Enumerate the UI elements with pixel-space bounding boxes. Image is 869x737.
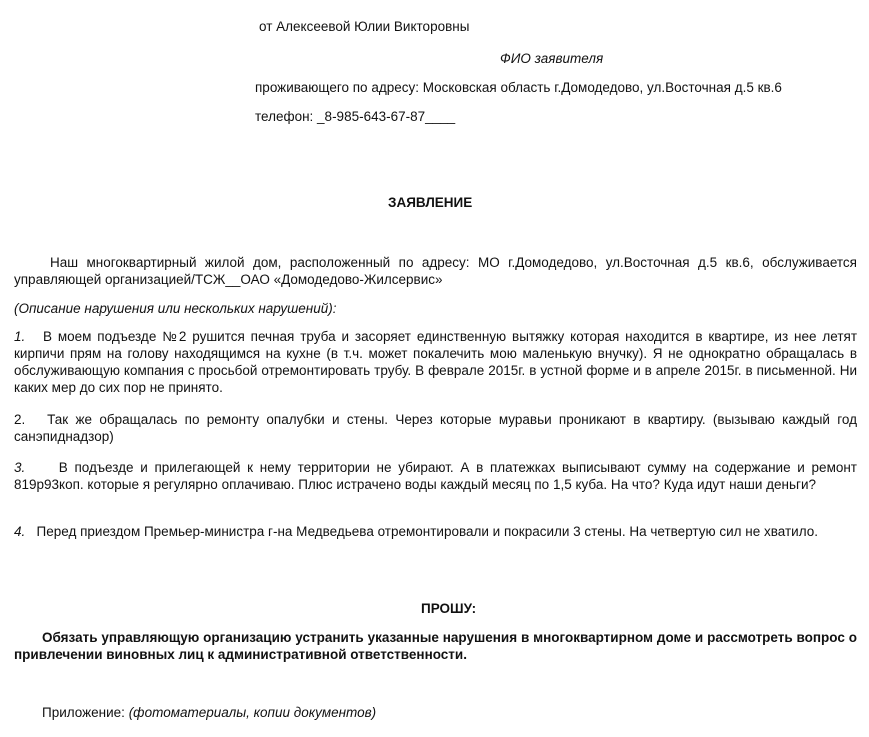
violation-item-4 [14, 523, 857, 540]
attachment-line [42, 705, 376, 720]
violation-text: Перед приездом Премьер-министра г-на Медведьева отремонтировали и покрасили 3 стены. На четвертую сил не хватило. [36, 524, 818, 539]
attachment-label: Приложение: [42, 705, 129, 720]
violation-text: В подъезде и прилегающей к нему территории не убирают. А в платежках выписывают сумму на содержание и ремонт 819р93коп. которые я регулярно оплачиваю. Плюс истрачено воды каждый месяц по 1,5 куба. На что? Куда идут наши деньги? [14, 460, 857, 492]
violation-text: В моем подъезде №2 рушится печная труба и засоряет единственную вытяжку которая находится в квартире, из нее летят кирпичи прям на голову находящимся на кухне (в т.ч. может покалечить мою маленькую внучку). Я не однократно обращалась в обслуживающую компания с просьбой отремонтировать трубу. В феврале 2015г. в устной форме и в апреле 2015г. в письменной. Ни каких мер до сих пор не принято. [14, 329, 857, 395]
violation-number: 1. [14, 329, 26, 344]
phone-line: телефон: _8-985-643-67-87____ [255, 109, 456, 124]
violations-caption: (Описание нарушения или нескольких нарушений): [14, 301, 337, 316]
violation-number: 4. [14, 524, 26, 539]
intro-paragraph: Наш многоквартирный жилой дом, расположенный по адресу: МО г.Домодедово, ул.Восточная д.5 кв.6, обслуживается управляющей организацией/ТСЖ__ОАО «Домодедово-Жилсервис» [14, 255, 857, 287]
violation-text: Так же обращалась по ремонту опалубки и стены. Через которые муравьи проникают в квартиру. (вызываю каждый год санэпиднадзор) [14, 412, 857, 444]
fio-caption: ФИО заявителя [500, 51, 604, 66]
violation-number: 2. [14, 412, 26, 427]
address-line: проживающего по адресу: Московская область г.Домодедово, ул.Восточная д.5 кв.6 [255, 80, 782, 95]
request-paragraph: Обязать управляющую организацию устранить указанные нарушения в многоквартирном доме и рассмотреть вопрос о привлечении виновных лиц к административной ответственности. [14, 630, 857, 662]
document-title: ЗАЯВЛЕНИЕ [388, 195, 473, 210]
violation-item-2 [14, 411, 857, 445]
violation-number: 3. [14, 460, 26, 475]
violation-item-1 [14, 328, 857, 396]
attachment-value: (фотоматериалы, копии документов) [128, 705, 377, 720]
from-line: от Алексеевой Юлии Викторовны [259, 19, 470, 34]
request-title: ПРОШУ: [421, 601, 477, 616]
violation-item-3 [14, 459, 857, 493]
